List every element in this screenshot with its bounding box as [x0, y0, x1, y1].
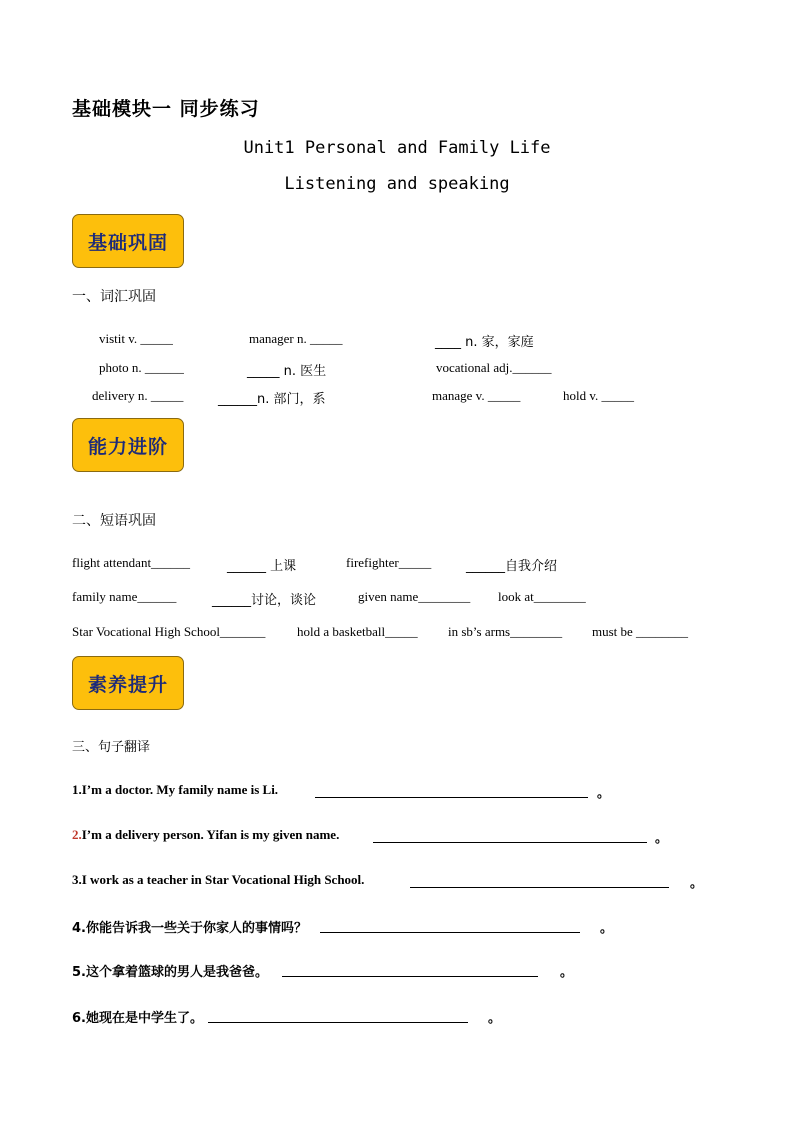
lesson-title: Listening and speaking	[284, 174, 510, 194]
vocab-item: delivery n. _____	[92, 388, 184, 403]
answer-line[interactable]	[282, 975, 538, 977]
sentence-text: I’m a doctor. My family name is Li.	[81, 782, 279, 797]
badge-literacy-label: 素养提升	[87, 673, 168, 696]
badge-basic	[72, 214, 184, 268]
vocab-item: vocational adj.______	[436, 360, 552, 375]
sentence-end: 。	[597, 785, 611, 800]
sentence-text: I’m a delivery person. Yifan is my given name.	[81, 827, 340, 842]
answer-line[interactable]	[315, 796, 588, 798]
phrase-item: look at________	[498, 589, 586, 604]
vocab-item: ____ n. 家，家庭	[435, 335, 534, 350]
unit-title: Unit1 Personal and Family Life	[243, 138, 551, 158]
sentence-6	[72, 1007, 203, 1026]
sentence-text: I work as a teacher in Star Vocational High School.	[81, 872, 365, 887]
answer-line[interactable]	[208, 1021, 468, 1023]
phrase-item: Star Vocational High School_______	[72, 624, 266, 639]
section2-title: 二、短语巩固	[72, 513, 156, 529]
phrase-item: in sb’s arms________	[448, 624, 563, 639]
phrase-item: ______讨论，谈论	[212, 593, 317, 608]
sentence-2	[72, 827, 339, 843]
vocab-item: manager n. _____	[249, 331, 343, 346]
vocab-item: _____ n. 医生	[247, 364, 327, 379]
phrase-item: flight attendant______	[72, 555, 191, 570]
phrase-item: firefighter_____	[346, 555, 432, 570]
sentence-end: 。	[488, 1010, 502, 1025]
phrase-item: must be ________	[592, 624, 689, 639]
badge-basic-label: 基础巩固	[87, 231, 168, 254]
vocab-item: ______n. 部门，系	[218, 392, 326, 407]
answer-line[interactable]	[320, 931, 580, 933]
sentence-number: 1.	[72, 782, 82, 797]
phrase-item: ______ 上课	[227, 559, 297, 574]
badge-ability	[72, 418, 184, 472]
sentence-4	[72, 917, 307, 936]
sentence-end: 。	[690, 875, 704, 890]
sentence-text: 你能告诉我一些关于你家人的事情吗？	[85, 921, 307, 936]
sentence-end: 。	[560, 964, 574, 979]
vocab-item: photo n. ______	[99, 360, 184, 375]
sentence-number: 4.	[72, 921, 86, 936]
section3-title: 三、句子翻译	[72, 740, 151, 755]
vocab-item: vistit v. _____	[99, 331, 173, 346]
vocab-item: manage v. _____	[432, 388, 521, 403]
sentence-end: 。	[655, 830, 669, 845]
section1-title: 一、词汇巩固	[72, 289, 156, 305]
badge-literacy	[72, 656, 184, 710]
sentence-number: 6.	[72, 1011, 86, 1026]
module-title: 基础模块一 同步练习	[72, 98, 260, 120]
sentence-5	[72, 961, 268, 980]
phrase-item: given name________	[358, 589, 471, 604]
sentence-text: 她现在是中学生了。	[85, 1011, 203, 1026]
vocab-item: hold v. _____	[563, 388, 635, 403]
sentence-text: 这个拿着篮球的男人是我爸爸。	[85, 965, 268, 980]
phrase-item: hold a basketball_____	[297, 624, 418, 639]
sentence-3	[72, 872, 364, 888]
phrase-item: family name______	[72, 589, 177, 604]
sentence-number: 5.	[72, 965, 86, 980]
sentence-number: 3.	[72, 872, 82, 887]
answer-line[interactable]	[373, 841, 647, 843]
sentence-1	[72, 782, 278, 798]
badge-ability-label: 能力进阶	[87, 435, 168, 458]
answer-line[interactable]	[410, 886, 669, 888]
phrase-item: ______自我介绍	[466, 559, 558, 574]
sentence-end: 。	[600, 920, 614, 935]
sentence-number: 2.	[72, 827, 82, 842]
